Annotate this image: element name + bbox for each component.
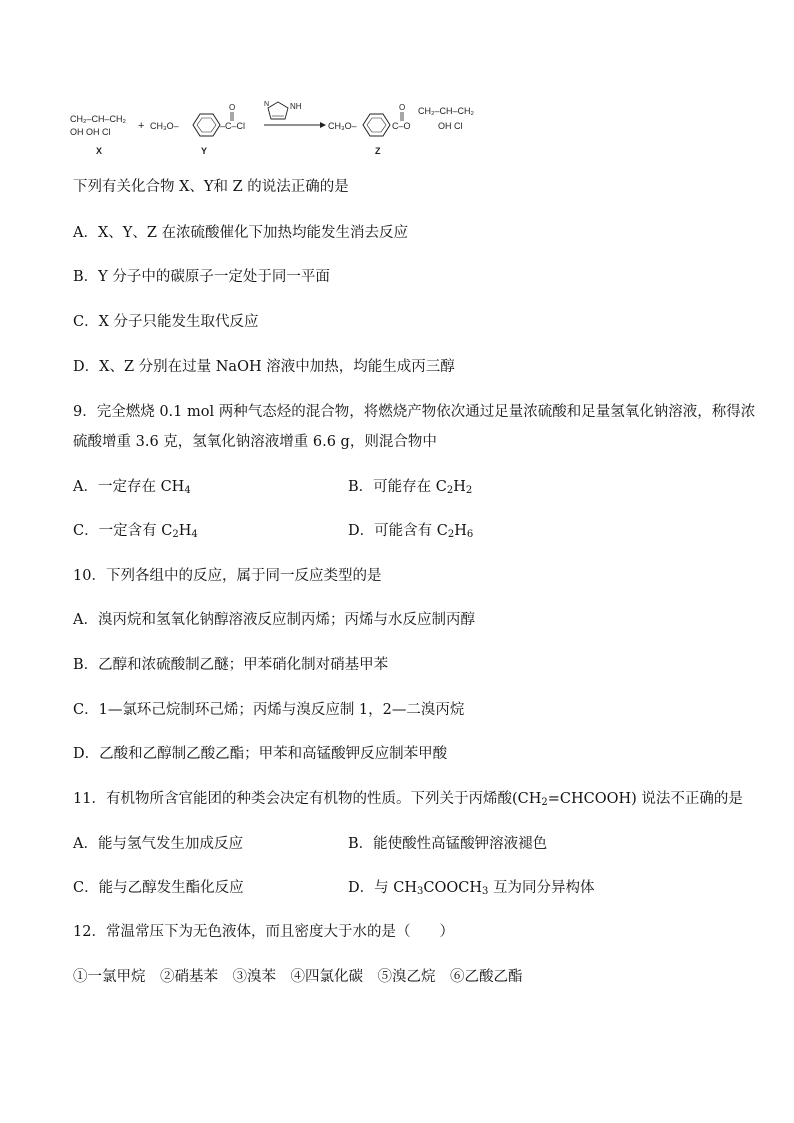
q11-stem: 11．有机物所含官能团的种类会决定有机物的性质。下列关于丙烯酸$(CH_2=CHCOOH)$ 说法不正确的是 [73,791,743,808]
q8-option-a: A．X、Y、Z 在浓硫酸催化下加热均能发生消去反应 [73,225,409,241]
imidazole-nh: NH [290,102,302,111]
q8-option-d: D．X、Z 分别在过量 NaOH 溶液中加热，均能生成丙三醇 [73,359,455,375]
reaction-scheme [66,92,506,162]
q8-option-c: C．X 分子只能发生取代反应 [73,314,259,330]
q11-option-c: C．能与乙醇发生酯化反应 [73,880,244,896]
q9-option-d: D．可能含有 $C_2H_6$ [348,523,474,540]
z-label: Z [375,146,381,156]
q9-stem-line2: 硫酸增重 3.6 克，氢氧化钠溶液增重 6.6 g，则混合物中 [73,434,437,450]
q10-option-c: C．1—氯环己烷制环己烯；丙烯与溴反应制 1，2—二溴丙烷 [73,702,465,718]
q10-option-a: A．溴丙烷和氢氧化钠醇溶液反应制丙烯；丙烯与水反应制丙醇 [73,612,475,628]
plus-sign: + [138,120,145,132]
q12-stem: 12．常温常压下为无色液体，而且密度大于水的是（ ） [73,924,454,940]
x-formula-line2: OH OH Cl [70,127,111,137]
z-ester-o: O [399,103,406,112]
q12-options: ①一氯甲烷 ②硝基苯 ③溴苯 ④四氯化碳 ⑤溴乙烷 ⑥乙酸乙酯 [73,969,523,985]
z-chain-line1: CH₂–CH–CH₂ [418,106,474,116]
q8-stem: 下列有关化合物 X、Y和 Z 的说法正确的是 [73,179,349,195]
y-label: Y [201,146,208,156]
q11-option-d: D．与 $CH_3COOCH_3$ 互为同分异构体 [348,880,595,897]
imidazole-ring [268,102,288,119]
y-acyl-chloride: –C–Cl [220,121,246,131]
q10-option-b: B．乙醇和浓硫酸制乙醚；甲苯硝化制对硝基甲苯 [73,657,389,673]
q8-option-b: B．Y 分子中的碳原子一定处于同一平面 [73,269,330,285]
q9-option-c: C．一定含有 $C_2H_4$ [73,523,198,540]
q10-option-d: D．乙酸和乙醇制乙酸乙酯；甲苯和高锰酸钾反应制苯甲酸 [73,746,448,762]
q11-option-a: A．能与氢气发生加成反应 [73,836,243,852]
y-methoxy: CH₃O– [150,121,179,131]
z-ester-link: C–O [392,121,411,131]
z-chain-line2: OH Cl [438,121,463,131]
z-methoxy: CH₃O– [328,121,357,131]
x-formula-line1: CH₂–CH–CH₂ [70,114,126,124]
q9-option-a: A．一定存在 $CH_4$ [73,479,191,496]
y-acyl-o: O [229,103,236,112]
x-label: X [96,146,103,156]
q9-stem-line1: 9．完全燃烧 0.1 mol 两种气态烃的混合物，将燃烧产物依次通过足量浓硫酸和足量氢氧化钠溶液，称得浓 [73,404,756,420]
q10-stem: 10．下列各组中的反应，属于同一反应类型的是 [73,568,382,584]
q9-option-b: B．可能存在 $C_2H_2$ [348,479,473,496]
imidazole-n: N [264,101,270,108]
q11-option-b: B．能使酸性高锰酸钾溶液褪色 [348,836,548,852]
